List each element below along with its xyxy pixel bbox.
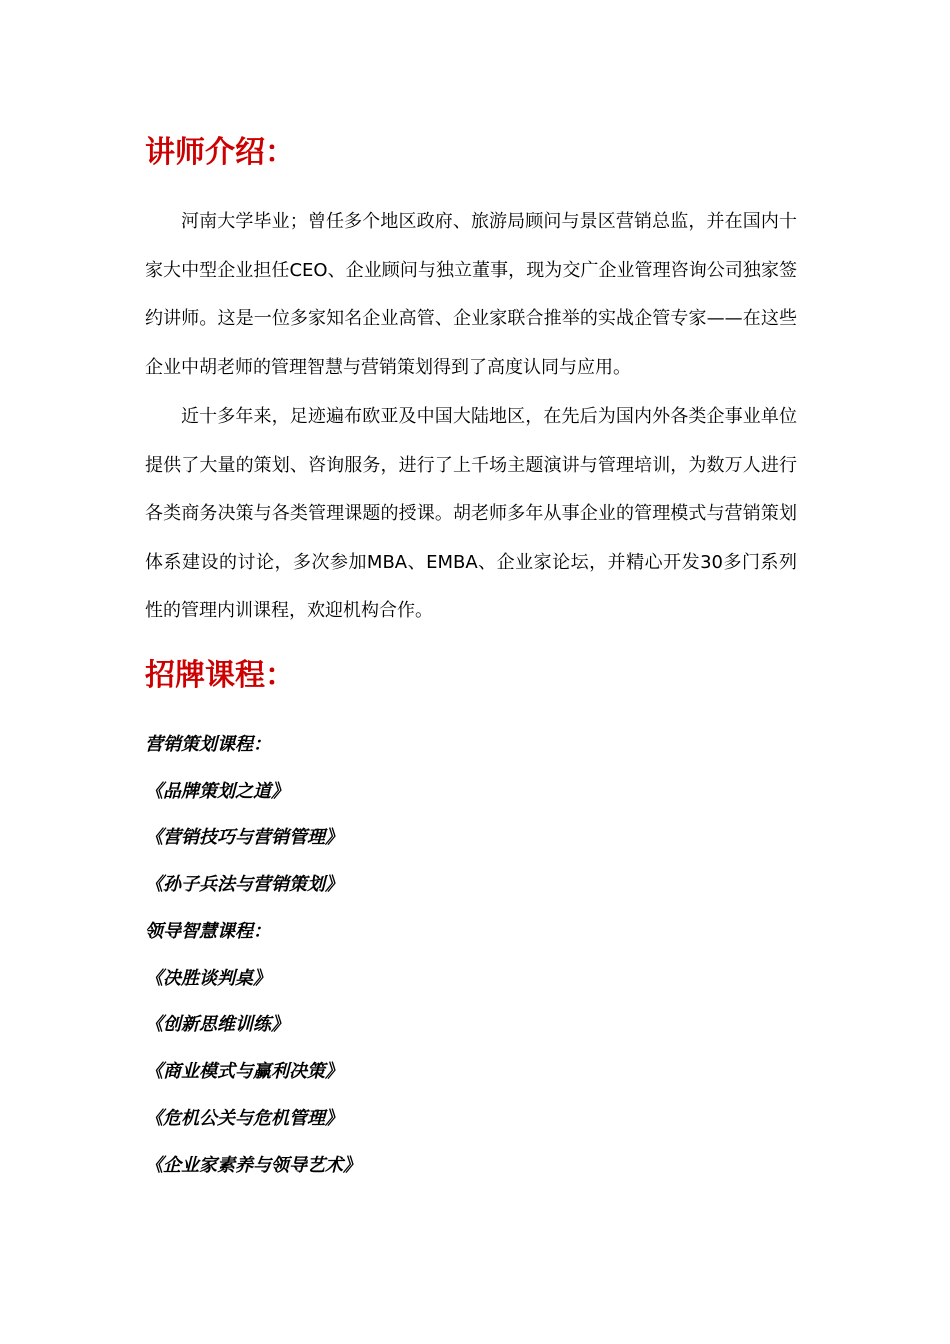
bio-paragraph-1: 河南大学毕业；曾任多个地区政府、旅游局顾问与景区营销总监，并在国内十家大中型企业担任CEO、企业顾问与独立董事，现为交广企业管理咨询公司独家签约讲师。这是一位多家知名企业高管、企业家联合推举的实战企管专家——在这些企业中胡老师的管理智慧与营销策划得到了高度认同与应用。 xyxy=(145,211,797,378)
course-title: 《品牌策划之道》 xyxy=(145,781,289,802)
leadership-courses-label: 领导智慧课程： xyxy=(145,921,271,942)
intro-heading: 讲师介绍： xyxy=(145,135,295,170)
course-title: 《企业家素养与领导艺术》 xyxy=(145,1155,361,1176)
course-title: 《创新思维训练》 xyxy=(145,1014,289,1035)
course-title: 《商业模式与赢利决策》 xyxy=(145,1061,343,1082)
marketing-courses-label: 营销策划课程： xyxy=(145,734,271,755)
course-title: 《营销技巧与营销管理》 xyxy=(145,827,343,848)
course-title: 《危机公关与危机管理》 xyxy=(145,1108,343,1129)
courses-heading: 招牌课程： xyxy=(145,658,295,693)
course-title: 《决胜谈判桌》 xyxy=(145,968,271,989)
course-title: 《孙子兵法与营销策划》 xyxy=(145,874,343,895)
bio-paragraph-2: 近十多年来，足迹遍布欧亚及中国大陆地区，在先后为国内外各类企事业单位提供了大量的策划、咨询服务，进行了上千场主题演讲与管理培训，为数万人进行各类商务决策与各类管理课题的授课。胡老师多年从事企业的管理模式与营销策划体系建设的讨论，多次参加MBA、EMBA、企业家论坛，并精心开发30多门系列性的管理内训课程，欢迎机构合作。 xyxy=(145,406,797,622)
